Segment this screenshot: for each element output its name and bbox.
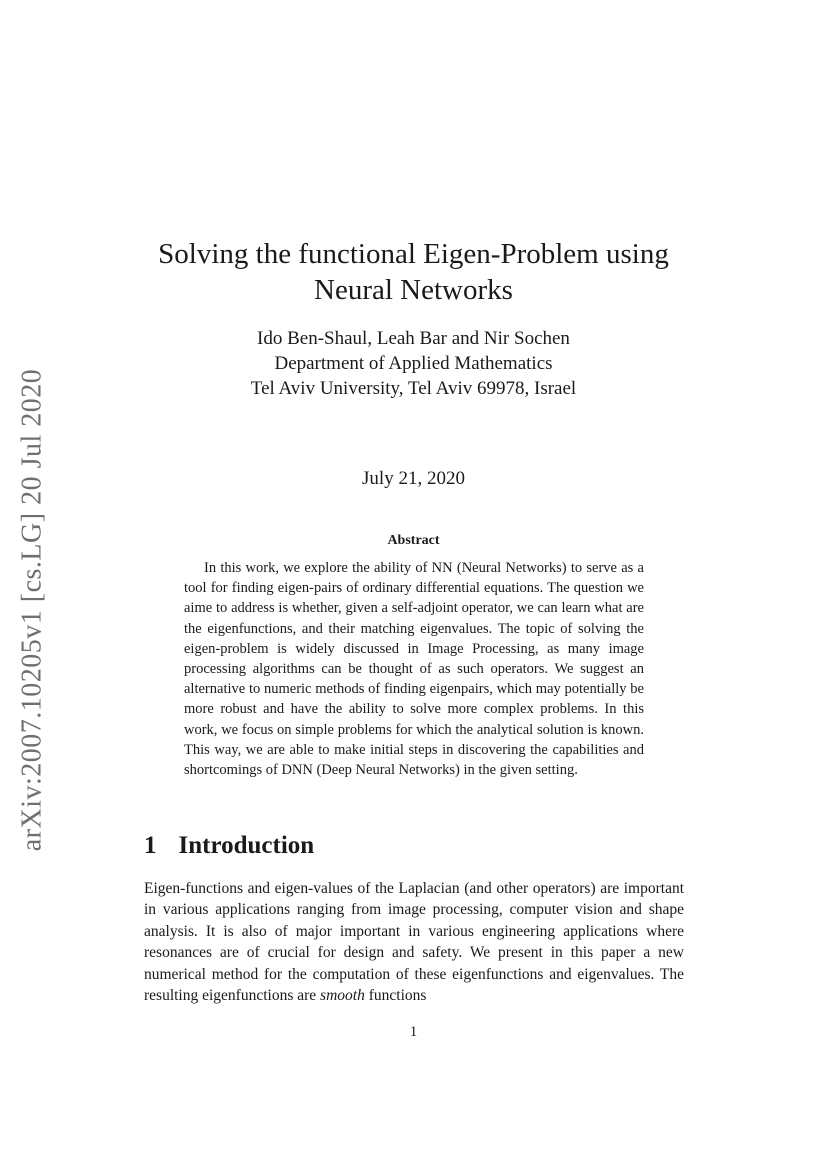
- abstract-heading: Abstract: [387, 533, 440, 548]
- section-title: Introduction: [178, 832, 315, 859]
- abstract-text: In this work, we explore the ability of NN (Neural Networks) to serve as a tool for finding eigen-pairs of ordinary differential equations. The question we aime to address is whether, given a self-adjoint operator, we can learn what are the eigenfunctions, and their matching eigenvalues. The topic of solving the eigen-problem is widely discussed in Image Processing, as many image processing algorithms can be thought of as such operators. We suggest an alternative to numeric methods of finding eigenpairs, which may potentially be more robust and have the ability to solve more complex problems. In this work, we focus on simple problems for which the analytical solution is known. This way, we are able to make initial steps in discovering the capabilities and shortcomings of DNN (Deep Neural Networks) in the given setting.: [184, 560, 644, 779]
- paper-date: July 21, 2020: [362, 468, 465, 489]
- paper-title-line-1: Solving the functional Eigen-Problem using: [158, 238, 669, 270]
- author-department: Department of Applied Mathematics: [274, 353, 553, 374]
- introduction-text: Eigen-functions and eigen-values of the Laplacian (and other operators) are important in various applications ranging from image processing, computer vision and shape analysis. It is also of major important in various engineering applications where resonances are of crucial for design and safety. We present in this paper a new numerical method for the computation of these eigenfunctions and eigenvalues. The resulting eigenfunctions are: [144, 880, 684, 1005]
- author-block: [100, 326, 727, 401]
- introduction-emphasis: smooth: [320, 987, 365, 1005]
- paper-title: [100, 236, 727, 308]
- introduction-text-end: functions: [364, 987, 427, 1005]
- section-heading-introduction: [144, 832, 314, 860]
- page-number: 1: [409, 1024, 418, 1040]
- arxiv-identifier-text: arXiv:2007.10205v1 [cs.LG] 20 Jul 2020: [16, 368, 48, 852]
- arxiv-identifier-stamp: [14, 370, 50, 850]
- author-affiliation: Tel Aviv University, Tel Aviv 69978, Israel: [250, 378, 577, 399]
- author-names: Ido Ben-Shaul, Leah Bar and Nir Sochen: [257, 328, 570, 349]
- section-number: 1: [144, 832, 157, 859]
- paper-title-line-2: Neural Networks: [314, 274, 513, 306]
- introduction-paragraph: [144, 878, 684, 1006]
